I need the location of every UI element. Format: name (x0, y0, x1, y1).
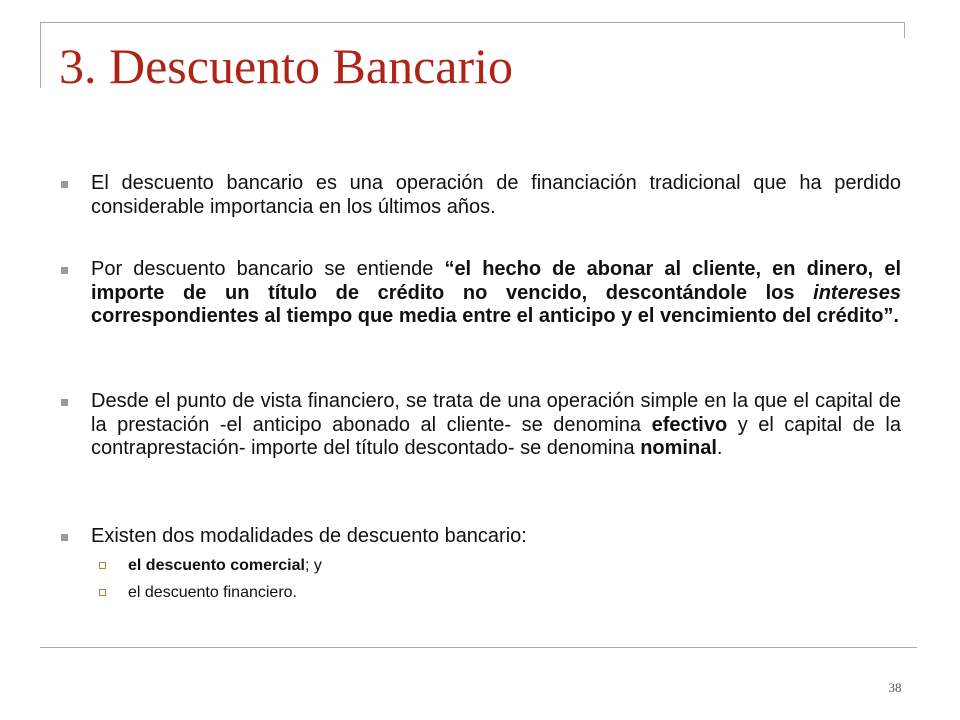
footer-divider (40, 647, 917, 648)
frame-left-line (40, 22, 41, 88)
term-nominal: nominal (640, 437, 717, 459)
term-efectivo: efectivo (651, 413, 728, 436)
quote-text-a: “el hecho de abonar al cliente, en dinero, el importe de un título de crédito no vencido, descontándole los (91, 258, 902, 304)
hollow-square-bullet-icon (99, 562, 106, 569)
bullet-text: El descuento bancario es una operación de financiación tradicional que ha perdido considerable importancia en los últimos años. (91, 172, 901, 218)
bullet-definition-intro (91, 172, 901, 219)
square-bullet-icon (61, 399, 68, 406)
bullet-text-part2: y el capital de la contraprestación- importe del título descontado- se denomina (91, 413, 901, 459)
quote-text-italic: intereses (813, 281, 901, 304)
sub-item-rest: ; y (304, 557, 322, 574)
bullet-financial-view (91, 390, 901, 461)
square-bullet-icon (61, 534, 68, 541)
quote-text-b: correspondientes al tiempo que media entre el anticipo y el vencimiento del crédito”. (91, 305, 899, 327)
sub-item-bold: el descuento comercial (128, 557, 305, 574)
sub-item-comercial (128, 556, 888, 576)
sub-item-financiero (128, 583, 888, 603)
frame-right-line (904, 22, 905, 38)
bullet-text-part1: Desde el punto de vista financiero, se trata de una operación simple en la que el capital de la prestación -el anticipo abonado al cliente- se denomina (91, 390, 901, 436)
frame-top-line (40, 22, 904, 23)
page-number: 38 (888, 680, 902, 695)
square-bullet-icon (61, 181, 68, 188)
slide-title: 3. Descuento Bancario (59, 38, 514, 94)
hollow-square-bullet-icon (99, 589, 106, 596)
square-bullet-icon (61, 267, 68, 274)
bullet-definition-quote (91, 258, 901, 329)
bullet-text-part3: . (716, 437, 723, 459)
bullet-text: Existen dos modalidades de descuento bancario: (91, 525, 527, 547)
bullet-modalities (91, 525, 901, 549)
bullet-text-intro: Por descuento bancario se entiende (91, 258, 445, 280)
sub-item-text: el descuento financiero. (128, 584, 297, 601)
